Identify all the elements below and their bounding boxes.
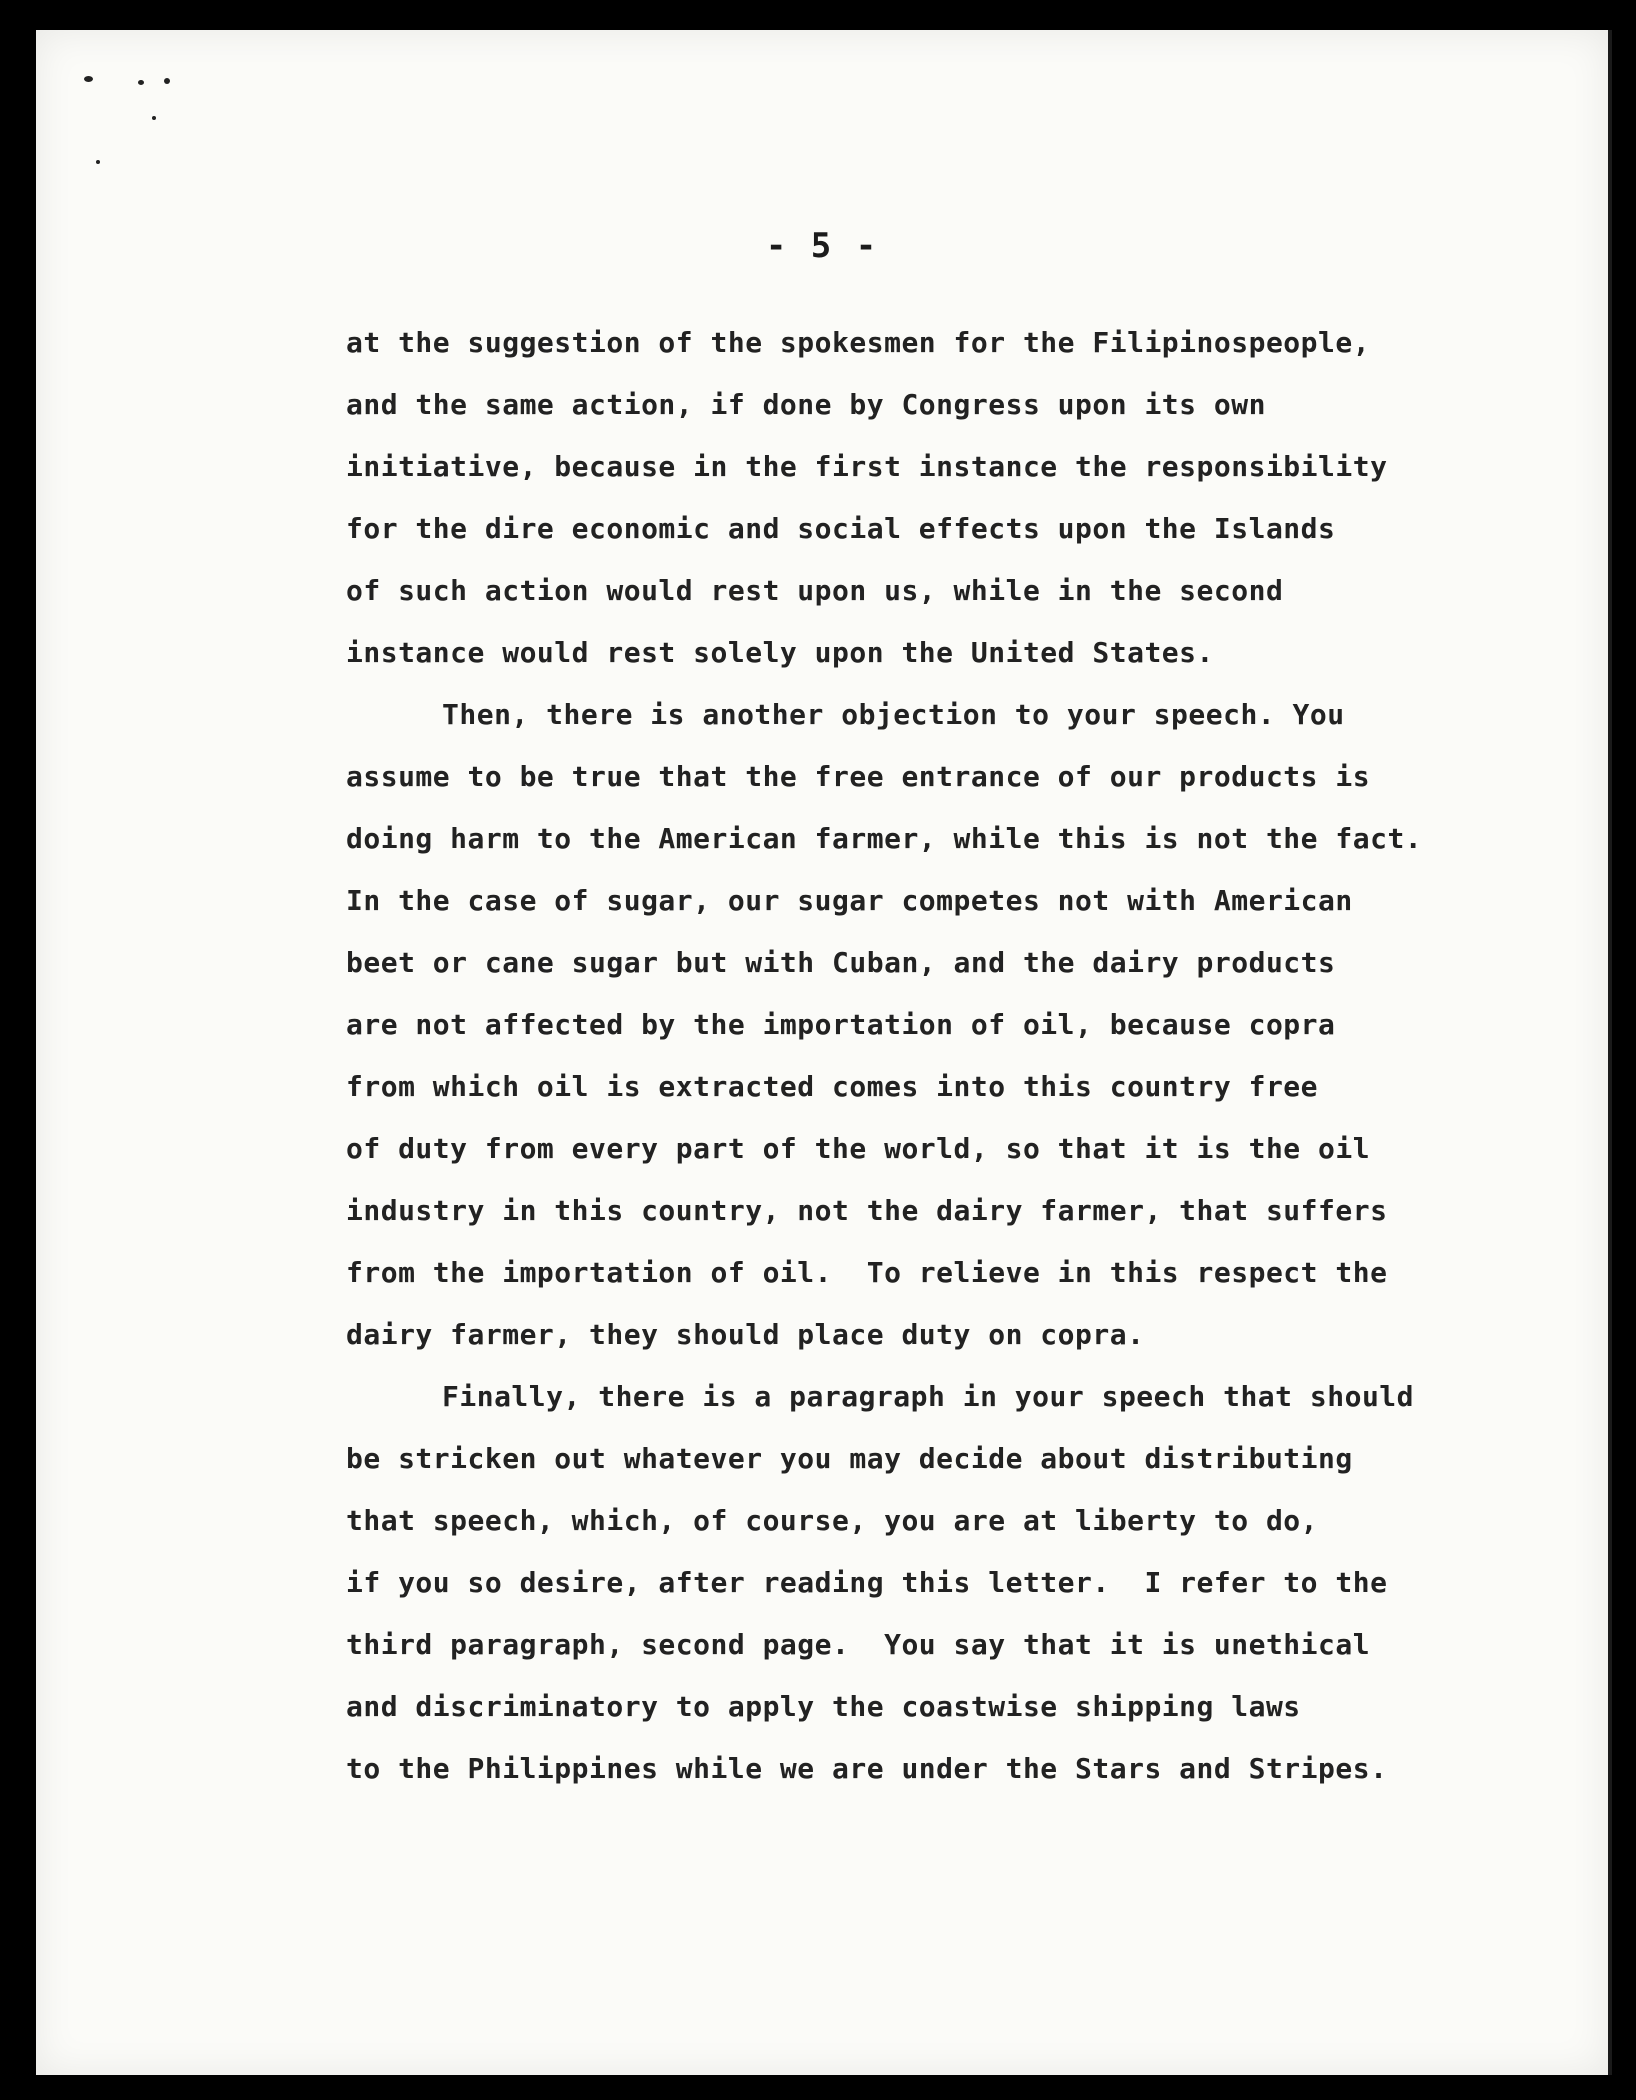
text-line: to the Philippines while we are under the Stars and Stripes. xyxy=(346,1752,1388,1785)
text-line: instance would rest solely upon the United States. xyxy=(346,636,1214,669)
letter-body xyxy=(346,312,1576,1800)
text-line: Then, there is another objection to your speech. You xyxy=(442,698,1345,731)
text-line: assume to be true that the free entrance of our products is xyxy=(346,760,1371,793)
text-line: if you so desire, after reading this letter. I refer to the xyxy=(346,1566,1388,1599)
text-line: of duty from every part of the world, so that it is the oil xyxy=(346,1132,1371,1165)
text-line: be stricken out whatever you may decide about distributing xyxy=(346,1442,1353,1475)
ink-speck xyxy=(152,116,156,120)
text-line: for the dire economic and social effects upon the Islands xyxy=(346,512,1336,545)
page-number: - 5 - xyxy=(765,226,879,266)
text-line: are not affected by the importation of oil, because copra xyxy=(346,1008,1336,1041)
text-line: from which oil is extracted comes into this country free xyxy=(346,1070,1319,1103)
ink-speck xyxy=(164,78,170,84)
text-line: Finally, there is a paragraph in your speech that should xyxy=(442,1380,1415,1413)
text-line: dairy farmer, they should place duty on copra. xyxy=(346,1318,1145,1351)
ink-speck xyxy=(138,80,144,85)
text-line: and discriminatory to apply the coastwise shipping laws xyxy=(346,1690,1301,1723)
text-line: doing harm to the American farmer, while this is not the fact. xyxy=(346,822,1423,855)
text-line: and the same action, if done by Congress upon its own xyxy=(346,388,1266,421)
text-line: that speech, which, of course, you are at liberty to do, xyxy=(346,1504,1319,1537)
text-line: from the importation of oil. To relieve in this respect the xyxy=(346,1256,1388,1289)
ink-speck xyxy=(96,160,100,164)
text-line: initiative, because in the first instance the responsibility xyxy=(346,450,1388,483)
text-line: beet or cane sugar but with Cuban, and the dairy products xyxy=(346,946,1336,979)
document-page xyxy=(36,30,1612,2075)
text-line: industry in this country, not the dairy farmer, that suffers xyxy=(346,1194,1388,1227)
text-line: at the suggestion of the spokesmen for the Filipinospeople, xyxy=(346,326,1371,359)
text-line: third paragraph, second page. You say that it is unethical xyxy=(346,1628,1371,1661)
ink-speck xyxy=(84,76,93,82)
text-line: of such action would rest upon us, while in the second xyxy=(346,574,1284,607)
text-line: In the case of sugar, our sugar competes not with American xyxy=(346,884,1353,917)
